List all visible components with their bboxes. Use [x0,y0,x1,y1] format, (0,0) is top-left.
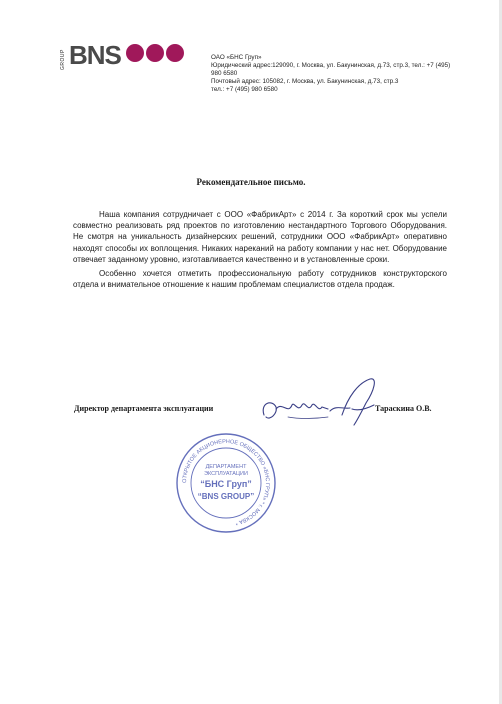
company-stamp [175,432,277,534]
stamp-ring-text: ОТКРЫТОЕ АКЦИОНЕРНОЕ ОБЩЕСТВО «БНС ГРУП» * г. МОСКВА * [181,438,271,526]
signer-position: Директор департамента эксплуатации [74,404,214,413]
logo-circle [126,44,144,62]
logo-circles [126,44,184,62]
stamp-line: ДЕПАРТАМЕНТ [205,464,247,470]
company-name: ОАО «БНС Груп» [211,54,262,61]
letter-title: Рекомендательное письмо. [196,177,306,187]
stamp-line: ЭКСПЛУАТАЦИИ [204,471,248,477]
logo-circle [166,44,184,62]
logo-wordmark: BNS [69,40,121,70]
company-details [211,54,501,94]
body-paragraph: Особенно хочется отметить профессиональную работу сотрудников конструкторского отдела и внимательное отношение к нашим проблемам специалистов отдела продаж. [73,269,447,290]
handwritten-signature [258,375,388,437]
logo-circle [146,44,164,62]
legal-address: Юридический адрес:129090, г. Москва, ул. Бакунинская, д.73, стр.3, тел.: +7 (495) [211,61,451,69]
stamp-line: “БНС Груп” [200,479,252,489]
stamp-line: “BNS GROUP” [197,492,255,501]
legal-address-phone: 980 6580 [211,69,238,77]
postal-address: Почтовый адрес: 105082, г. Москва, ул. Бакунинская, д.73, стр.3 [211,77,399,85]
logo-group-text: GROUP [60,49,66,70]
letter-body [73,209,447,293]
company-phone: тел.: +7 (495) 980 6580 [211,85,278,93]
body-paragraph: Наша компания сотрудничает с ООО «ФабрикАрт» с 2014 г. За короткий срок мы успели совместно реализовать ряд проектов по изготовлению нестандартного Торгового Оборудования. Не смотря на уникальность дизайнерских решений, сотрудники ООО «ФабрикАрт» оперативно находят способы их воплощения. Никаких нареканий на работу компании у нас нет. Оборудование отвечает заданному уровню, изготавливается качественно и в установленные сроки. [73,210,447,264]
signer-name: Тараскина О.В. [375,404,432,413]
